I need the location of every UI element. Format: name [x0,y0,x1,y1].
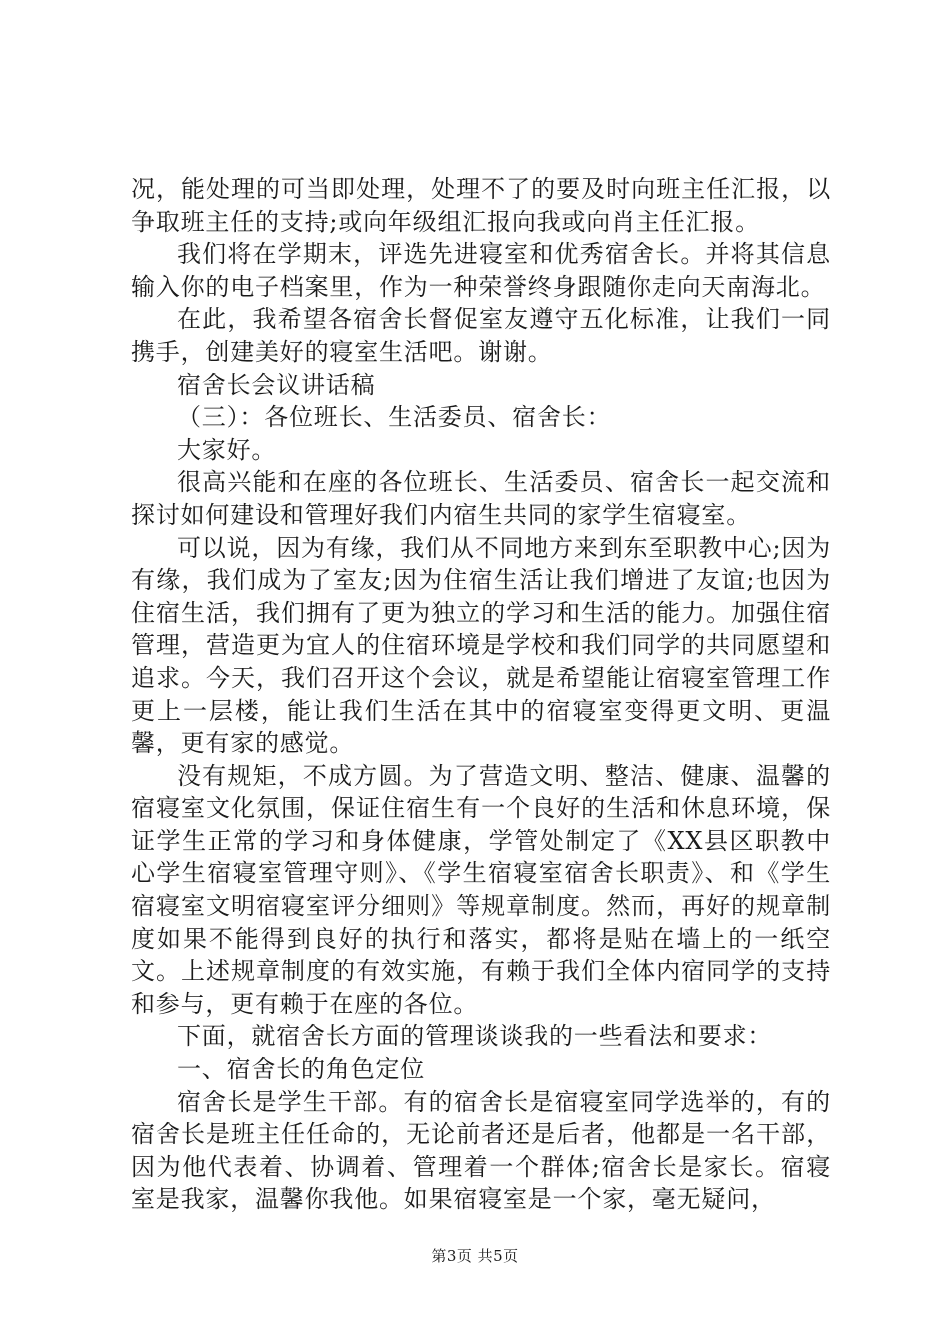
subsection-heading: 一、宿舍长的角色定位 [177,1055,425,1084]
document-body [131,173,831,1216]
page-number-footer: 第3页 共5页 [431,1247,519,1265]
paragraph: 我们将在学期末，评选先进寝室和优秀宿舍长。并将其信息输入你的电子档案里，作为一种荣誉终身跟随你走向天南海北。 [131,240,831,301]
paragraph: 宿舍长是学生干部。有的宿舍长是宿寝室同学选举的，有的宿舍长是班主任任命的，无论前者还是后者，他都是一名干部，因为他代表着、协调着、管理着一个群体;宿舍长是家长。宿寝室是我家，温馨你我他。如果宿寝室是一个家，毫无疑问， [131,1087,831,1214]
paragraph: 况，能处理的可当即处理，处理不了的要及时向班主任汇报，以争取班主任的支持;或向年级组汇报向我或向肖主任汇报。 [131,175,831,236]
paragraph: 在此，我希望各宿舍长督促室友遵守五化标准，让我们一同携手，创建美好的寝室生活吧。谢谢。 [131,305,831,366]
paragraph: 可以说，因为有缘，我们从不同地方来到东至职教中心;因为有缘，我们成为了室友;因为住宿生活让我们增进了友谊;也因为住宿生活，我们拥有了更为独立的学习和生活的能力。加强住宿管理，营造更为宜人的住宿环境是学校和我们同学的共同愿望和追求。今天，我们召开这个会议，就是希望能让宿寝室管理工作更上一层楼，能让我们生活在其中的宿寝室变得更文明、更温馨，更有家的感觉。 [131,533,831,758]
greeting: 大家好。 [177,435,277,464]
paragraph: 没有规矩，不成方圆。为了营造文明、整洁、健康、温馨的宿寝室文化氛围，保证住宿生有一个良好的生活和休息环境，保证学生正常的学习和身体健康，学管处制定了《XX县区职教中心学生宿寝室管理守则》、《学生宿寝室宿舍长职责》、和《学生宿寝室文明宿寝室评分细则》等规章制度。然而，再好的规章制度如果不能得到良好的执行和落实，都将是贴在墙上的一纸空文。上述规章制度的有效实施，有赖于我们全体内宿同学的支持和参与，更有赖于在座的各位。 [131,761,831,1018]
salutation: （三）：各位班长、生活委员、宿舍长： [177,403,612,432]
section-heading: 宿舍长会议讲话稿 [177,370,376,399]
paragraph: 下面，就宿舍长方面的管理谈谈我的一些看法和要求： [177,1022,773,1051]
paragraph: 很高兴能和在座的各位班长、生活委员、宿舍长一起交流和探讨如何建设和管理好我们内宿生共同的家学生宿寝室。 [131,468,831,529]
